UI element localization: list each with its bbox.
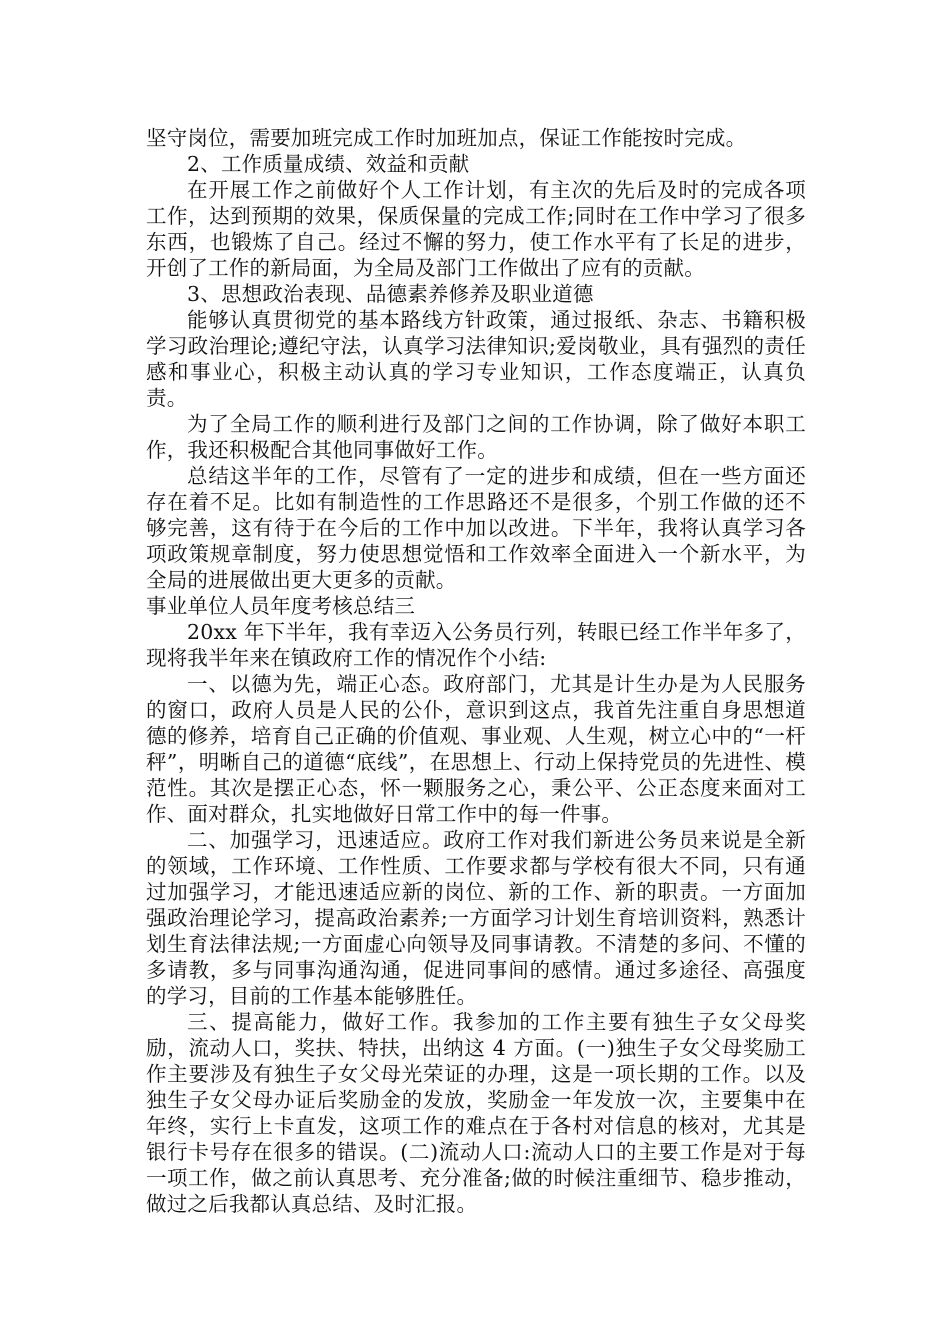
paragraph: 坚守岗位，需要加班完成工作时加班加点，保证工作能按时完成。	[146, 126, 747, 150]
paragraph: 二、加强学习，迅速适应。政府工作对我们新进公务员来说是全新的领域，工作环境、工作性质、工作要求都与学校有很大不同，只有通过加强学习，才能迅速适应新的岗位、新的工作、新的职责。一方面加强政治理论学习，提高政治素养;一方面学习计划生育培训资料，熟悉计划生育法律法规;一方面虚心向领导及同事请教。不清楚的多问、不懂的多请教，多与同事沟通沟通，促进同事间的感情。通过多途径、高强度的学习，目前的工作基本能够胜任。	[146, 828, 806, 1008]
paragraph: 一、以德为先，端正心态。政府部门，尤其是计生办是为人民服务的窗口，政府人员是人民的公仆，意识到这点，我首先注重自身思想道德的修养，培育自己正确的价值观、事业观、人生观，树立心中的“一杆秤”，明晰自己的道德“底线”，在思想上、行动上保持党员的先进性、模范性。其次是摆正心态，怀一颗服务之心，秉公平、公正态度来面对工作、面对群众，扎实地做好日常工作中的每一件事。	[146, 672, 806, 826]
paragraph: 能够认真贯彻党的基本路线方针政策，通过报纸、杂志、书籍积极学习政治理论;遵纪守法，认真学习法律知识;爱岗敬业，具有强烈的责任感和事业心，积极主动认真的学习专业知识，工作态度端正，认真负责。	[146, 308, 806, 410]
section-heading: 3、思想政治表现、品德素养修养及职业道德	[187, 282, 594, 306]
paragraph: 20xx 年下半年，我有幸迈入公务员行列，转眼已经工作半年多了，现将我半年来在镇政府工作的情况作个小结:	[146, 620, 806, 670]
paragraph: 三、提高能力，做好工作。我参加的工作主要有独生子女父母奖励，流动人口，奖扶、特扶，出纳这 4 方面。(一)独生子女父母奖励工作主要涉及有独生子女父母光荣证的办理，这是一项长期的工作。以及独生子女父母办证后奖励金的发放，奖励金一年发放一次，主要集中在年终，实行上卡直发，这项工作的难点在于各村对信息的核对，尤其是银行卡号存在很多的错误。(二)流动人口:流动人口的主要工作是对于每一项工作，做之前认真思考、充分准备;做的时候注重细节、稳步推动，做过之后我都认真总结、及时汇报。	[146, 1010, 806, 1216]
paragraph: 在开展工作之前做好个人工作计划，有主次的先后及时的完成各项工作，达到预期的效果，保质保量的完成工作;同时在工作中学习了很多东西，也锻炼了自己。经过不懈的努力，使工作水平有了长足的进步，开创了工作的新局面，为全局及部门工作做出了应有的贡献。	[146, 178, 806, 280]
paragraph: 为了全局工作的顺利进行及部门之间的工作协调，除了做好本职工作，我还积极配合其他同事做好工作。	[146, 412, 806, 462]
document-title: 事业单位人员年度考核总结三	[146, 594, 416, 618]
section-heading: 2、工作质量成绩、效益和贡献	[187, 152, 470, 176]
document-body	[146, 125, 806, 1217]
paragraph: 总结这半年的工作，尽管有了一定的进步和成绩，但在一些方面还存在着不足。比如有制造性的工作思路还不是很多，个别工作做的还不够完善，这有待于在今后的工作中加以改进。下半年，我将认真学习各项政策规章制度，努力使思想觉悟和工作效率全面进入一个新水平，为全局的进展做出更大更多的贡献。	[146, 464, 806, 592]
